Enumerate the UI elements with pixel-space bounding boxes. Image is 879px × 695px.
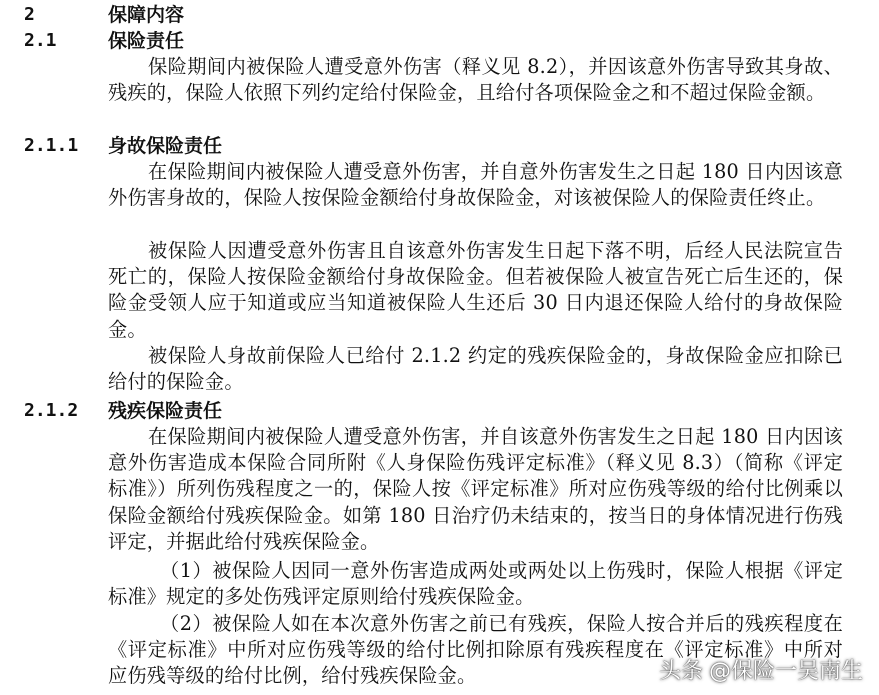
section-title: 身故保险责任 — [108, 135, 223, 157]
paragraph-2-1-2-a: 在保险期间内被保险人遭受意外伤害，并自该意外伤害发生之日起 180 日内因该意外伤害造成本保险合同所附《人身保险伤残评定标准》（释义见 8.3）（简称《评定标准》）所列伤残程度之一的，保险人按《评定标准》所对应伤残等级的给付比例乘以保险金额给付残疾保险金。如第 180 日治疗仍未结束的，按当日的身体情况进行伤残评定，并据此给付残疾保险金。 — [108, 425, 843, 553]
section-number: 2.1.1 — [24, 135, 79, 156]
paragraph-2-1: 保险期间内被保险人遭受意外伤害（释义见 8.2），并因该意外伤害导致其身故、残疾的，保险人依照下列约定给付保险金，且给付各项保险金之和不超过保险金额。 — [108, 55, 843, 105]
paragraph-2-1-2-c: （2）被保险人如在本次意外伤害之前已有残疾，保险人按合并后的残疾程度在《评定标准》中所对应伤残等级的给付比例扣除原有残疾程度在《评定标准》中所对应伤残等级的给付比例，给付残疾保险金。 — [108, 612, 843, 688]
section-title: 保险责任 — [108, 30, 185, 52]
section-title: 保障内容 — [108, 4, 185, 26]
watermark-handle: @保险一吴南生 — [708, 659, 863, 684]
paragraph-2-1-1-a: 在保险期间内被保险人遭受意外伤害，并自意外伤害发生之日起 180 日内因该意外伤害身故的，保险人按保险金额给付身故保险金，对该被保险人的保险责任终止。 — [108, 160, 843, 210]
paragraph-2-1-1-b: 被保险人因遭受意外伤害且自该意外伤害发生日起下落不明，后经人民法院宣告死亡的，保险人按保险金额给付身故保险金。但若被保险人被宣告死亡后生还的，保险金受领人应于知道或应当知道被保险人生还后 30 日内退还保险人给付的身故保险金。 — [108, 239, 843, 341]
paragraph-2-1-2-b: （1）被保险人因同一意外伤害造成两处或两处以上伤残时，保险人根据《评定标准》规定的多处伤残评定原则给付残疾保险金。 — [108, 559, 843, 609]
section-number: 2 — [24, 4, 35, 25]
watermark-brand: 头条 — [658, 659, 703, 684]
paragraph-2-1-1-c: 被保险人身故前保险人已给付 2.1.2 约定的残疾保险金的，身故保险金应扣除已给付的保险金。 — [108, 344, 843, 394]
watermark — [659, 654, 863, 685]
section-title: 残疾保险责任 — [108, 400, 223, 422]
section-number: 2.1.2 — [24, 400, 79, 421]
section-number: 2.1 — [24, 30, 57, 51]
